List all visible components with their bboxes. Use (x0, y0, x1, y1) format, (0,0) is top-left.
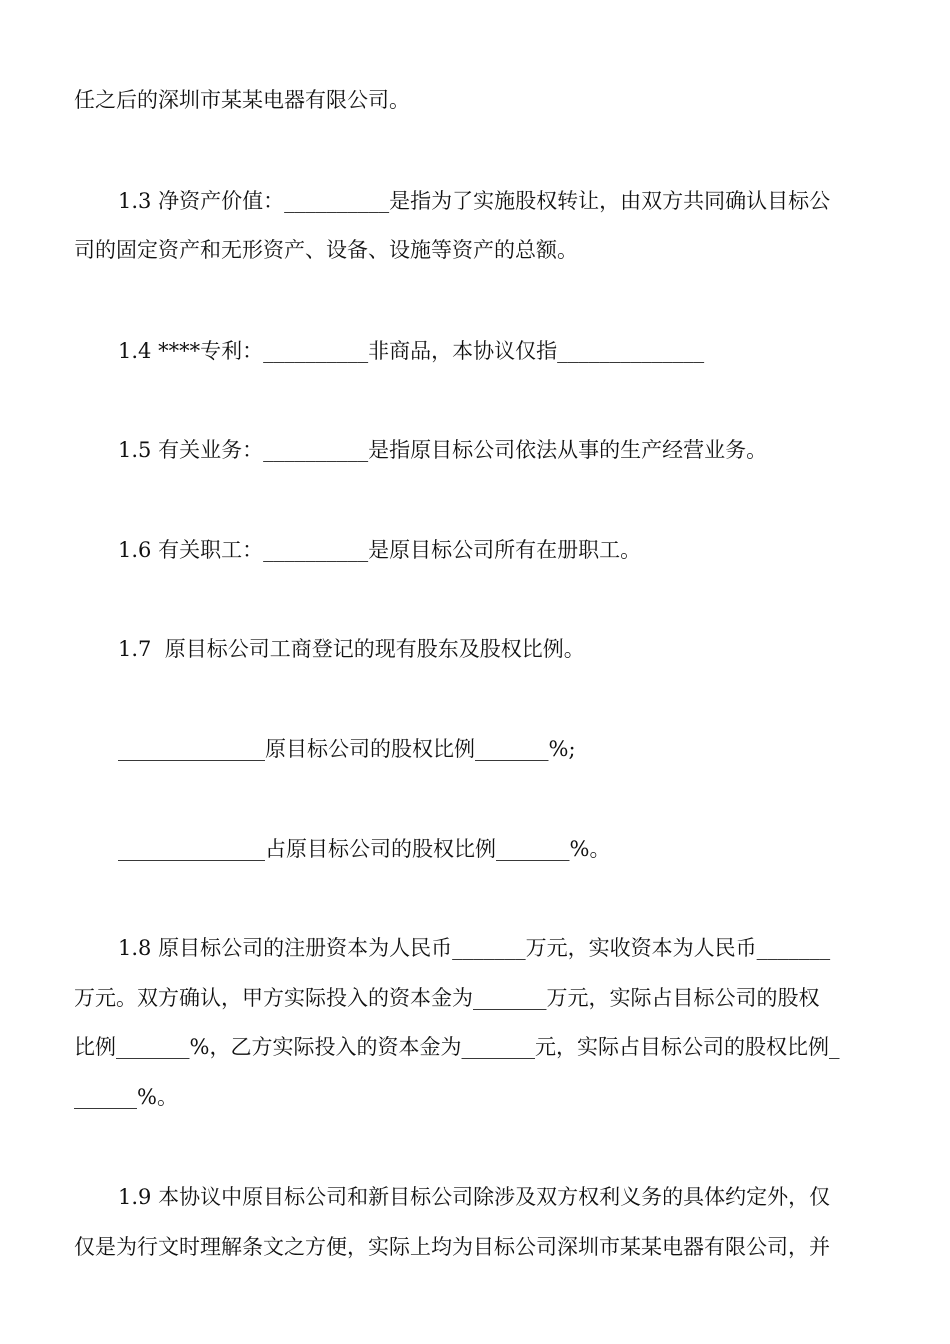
shareholder-ratio-line-1: ______________原目标公司的股权比例_______%; (118, 737, 576, 761)
clause-1-8-line-2: 万元。双方确认，甲方实际投入的资本金为_______万元，实际占目标公司的股权 (74, 986, 820, 1010)
clause-1-4: 1.4 ****专利：__________非商品，本协议仅指______________ (118, 339, 705, 363)
clause-1-9-line-2: 仅是为行文时理解条文之方便，实际上均为目标公司深圳市某某电器有限公司，并 (74, 1235, 830, 1259)
clause-1-9-line-1: 1.9 本协议中原目标公司和新目标公司除涉及双方权利义务的具体约定外，仅 (118, 1185, 831, 1209)
clause-1-8-line-4: ______%。 (74, 1085, 178, 1109)
text-line-continuation: 任之后的深圳市某某电器有限公司。 (74, 88, 410, 112)
clause-1-3-line-2: 司的固定资产和无形资产、设备、设施等资产的总额。 (74, 238, 578, 262)
clause-1-6: 1.6 有关职工：__________是原目标公司所有在册职工。 (118, 538, 642, 562)
shareholder-ratio-line-2: ______________占原目标公司的股权比例_______%。 (118, 837, 611, 861)
clause-1-5: 1.5 有关业务：__________是指原目标公司依法从事的生产经营业务。 (118, 438, 768, 462)
clause-1-8-line-1: 1.8 原目标公司的注册资本为人民币_______万元，实收资本为人民币_______ (118, 936, 831, 960)
clause-1-8-line-3: 比例_______%，乙方实际投入的资本金为_______元，实际占目标公司的股权比例_ (74, 1035, 840, 1059)
clause-1-7: 1.7 原目标公司工商登记的现有股东及股权比例。 (118, 637, 585, 661)
clause-1-3-line-1: 1.3 净资产价值：__________是指为了实施股权转让，由双方共同确认目标公 (118, 189, 831, 213)
